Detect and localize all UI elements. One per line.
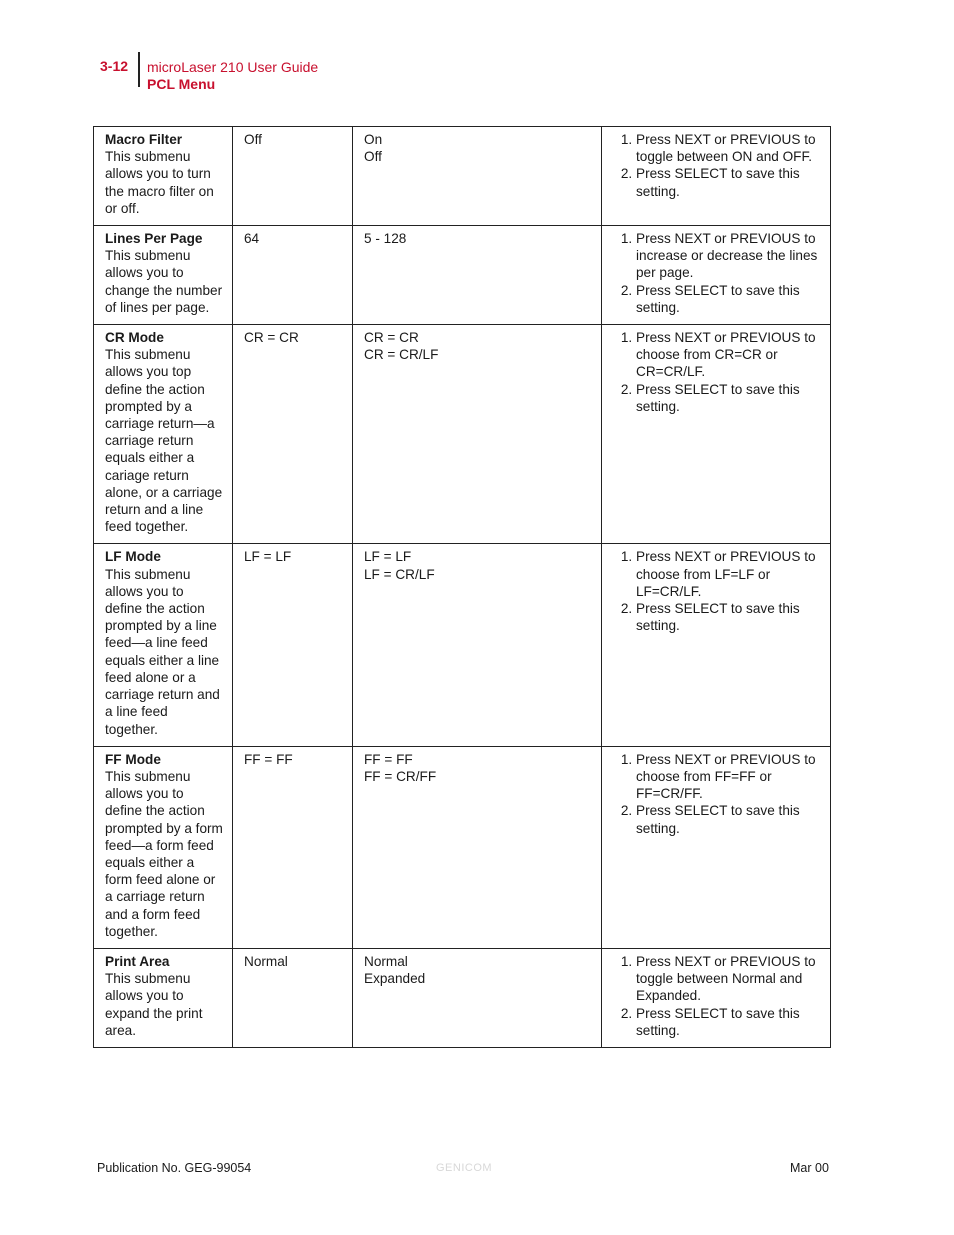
default-value: CR = CR <box>244 330 299 346</box>
option-value: Off <box>364 149 382 165</box>
steps-cell <box>602 948 831 1047</box>
item-description: This submenu allows you to change the number of lines per page. <box>105 248 223 315</box>
option-value: LF = CR/LF <box>364 566 435 582</box>
page-header <box>0 0 954 100</box>
publication-number: Publication No. GEG-99054 <box>97 1161 252 1175</box>
option-value: LF = LF <box>364 549 412 565</box>
default-cell <box>233 127 353 226</box>
publication-date: Mar 00 <box>790 1161 829 1175</box>
default-cell <box>233 544 353 746</box>
step-item: 1. Press NEXT or PREVIOUS to increase or decrease the lines per page. <box>636 230 822 282</box>
step-item: 1. Press NEXT or PREVIOUS to choose from CR=CR or CR=CR/LF. <box>636 329 822 381</box>
step-item: 2. Press SELECT to save this setting. <box>636 802 822 836</box>
options-cell <box>353 544 602 746</box>
guide-title: microLaser 210 User Guide <box>147 59 319 75</box>
options-cell <box>353 746 602 948</box>
steps-list <box>613 329 822 415</box>
table-row <box>94 325 831 544</box>
default-value: Normal <box>244 953 288 969</box>
item-description: This submenu allows you to turn the macro filter on or off. <box>105 149 214 216</box>
step-item: 2. Press SELECT to save this setting. <box>636 381 822 415</box>
options-cell <box>353 325 602 544</box>
table-row <box>94 948 831 1047</box>
table-row <box>94 226 831 325</box>
item-description: This submenu allows you to expand the print area. <box>105 971 203 1038</box>
step-item: 1. Press NEXT or PREVIOUS to toggle between ON and OFF. <box>636 131 822 165</box>
page-number: 3-12 <box>100 58 129 74</box>
option-value: On <box>364 132 383 147</box>
item-cell <box>94 948 233 1047</box>
default-cell <box>233 948 353 1047</box>
item-description: This submenu allows you to define the action prompted by a line feed—a line feed equals either a line feed alone or a carriage return and a line feed together. <box>105 566 220 737</box>
steps-cell <box>602 746 831 948</box>
steps-list <box>613 953 822 1039</box>
steps-cell <box>602 127 831 226</box>
step-item: 1. Press NEXT or PREVIOUS to toggle between Normal and Expanded. <box>636 953 822 1005</box>
item-cell <box>94 226 233 325</box>
step-item: 1. Press NEXT or PREVIOUS to choose from FF=FF or FF=CR/FF. <box>636 751 822 803</box>
table-row <box>94 127 831 226</box>
steps-list <box>613 230 822 316</box>
options-cell <box>353 226 602 325</box>
section-title: PCL Menu <box>147 76 216 92</box>
options-cell <box>353 948 602 1047</box>
option-value: FF = CR/FF <box>364 768 437 784</box>
step-item: 2. Press SELECT to save this setting. <box>636 282 822 316</box>
option-value: FF = FF <box>364 751 413 767</box>
header-divider <box>138 52 140 87</box>
option-value: CR = CR <box>364 330 419 346</box>
table-row <box>94 746 831 948</box>
default-cell <box>233 325 353 544</box>
item-cell <box>94 544 233 746</box>
steps-cell <box>602 544 831 746</box>
default-value: 64 <box>244 231 260 247</box>
step-item: 2. Press SELECT to save this setting. <box>636 165 822 199</box>
item-name: LF Mode <box>105 549 161 565</box>
steps-cell <box>602 226 831 325</box>
default-value: LF = LF <box>244 549 292 565</box>
pcl-menu-table <box>93 126 831 1048</box>
item-cell <box>94 746 233 948</box>
option-value: Expanded <box>364 971 426 987</box>
default-value: FF = FF <box>244 751 293 767</box>
step-item: 2. Press SELECT to save this setting. <box>636 600 822 634</box>
item-name: CR Mode <box>105 330 164 346</box>
option-value: 5 - 128 <box>364 231 407 247</box>
default-cell <box>233 746 353 948</box>
item-description: This submenu allows you top define the action prompted by a carriage return—a carriage return equals either a cariage return alone, or a carriage return and a line feed together. <box>105 347 223 535</box>
options-cell <box>353 127 602 226</box>
table-row <box>94 544 831 746</box>
brand-watermark: GENICOM <box>436 1162 493 1174</box>
step-item: 2. Press SELECT to save this setting. <box>636 1005 822 1039</box>
option-value: Normal <box>364 953 408 969</box>
item-name: FF Mode <box>105 751 161 767</box>
item-cell <box>94 325 233 544</box>
steps-cell <box>602 325 831 544</box>
item-cell <box>94 127 233 226</box>
default-cell <box>233 226 353 325</box>
default-value: Off <box>244 132 262 147</box>
steps-list <box>613 131 822 200</box>
item-description: This submenu allows you to define the action prompted by a form feed—a form feed equals either a form feed alone or a carriage return and a form feed together. <box>105 768 223 939</box>
steps-list <box>613 548 822 634</box>
item-name: Lines Per Page <box>105 231 203 247</box>
item-name: Macro Filter <box>105 132 183 147</box>
step-item: 1. Press NEXT or PREVIOUS to choose from LF=LF or LF=CR/LF. <box>636 548 822 600</box>
steps-list <box>613 751 822 837</box>
item-name: Print Area <box>105 953 170 969</box>
option-value: CR = CR/LF <box>364 347 439 363</box>
